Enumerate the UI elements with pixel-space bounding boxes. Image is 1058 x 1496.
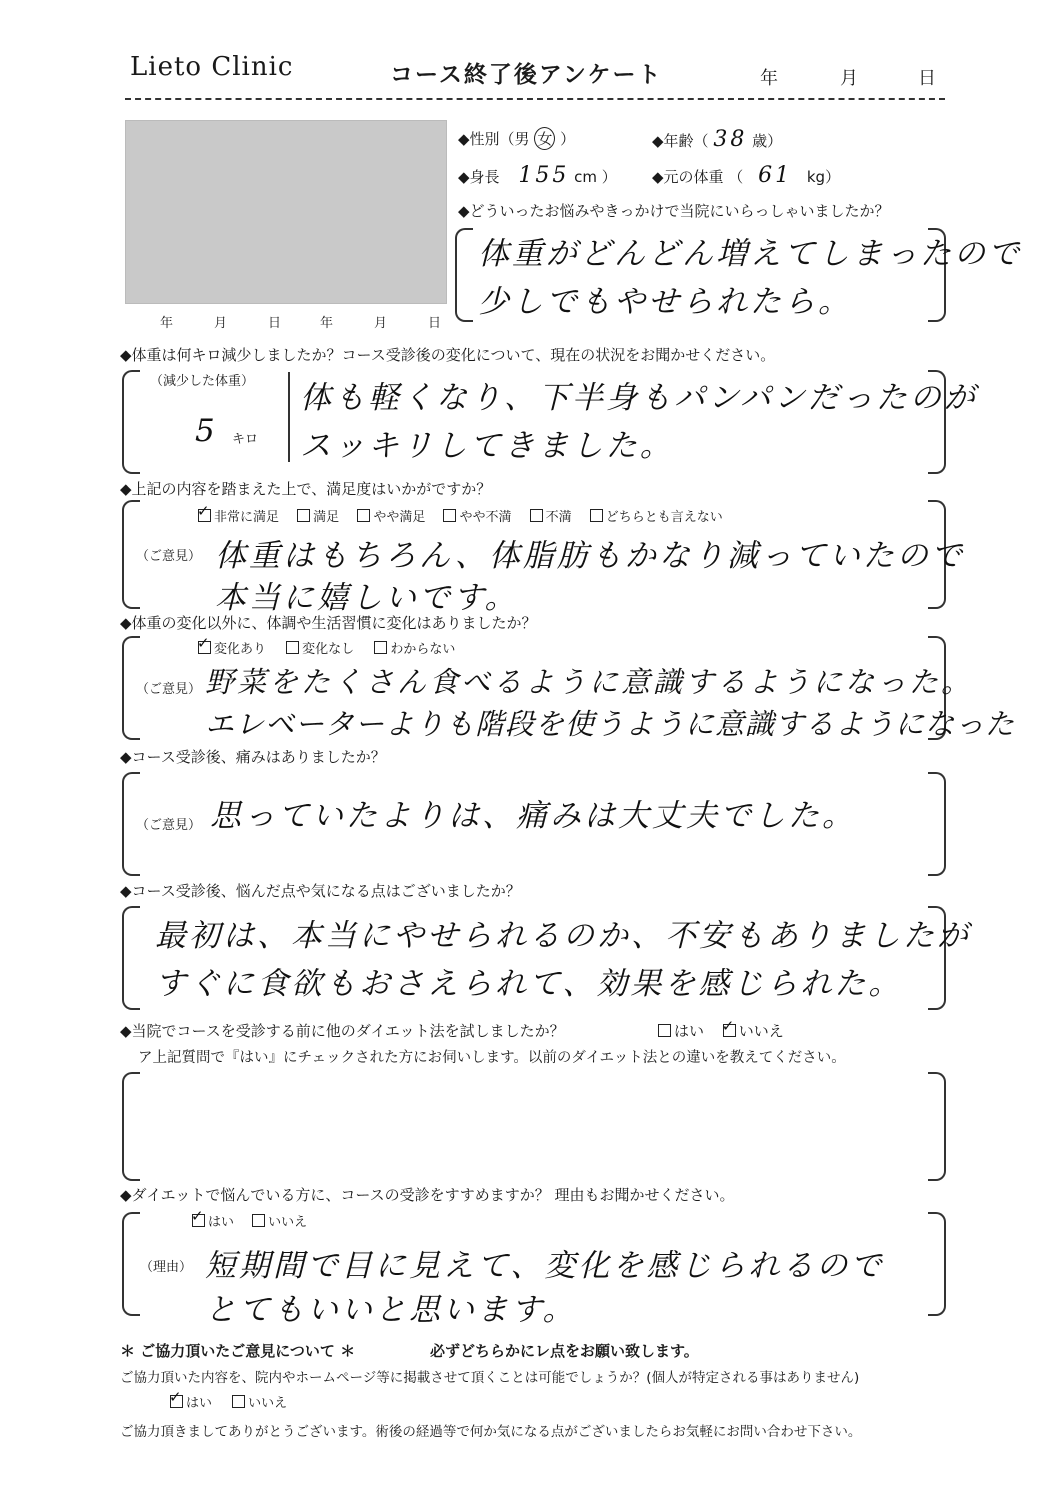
gender-close: ） <box>560 130 576 148</box>
q7-option-yes-label: はい <box>208 1215 235 1230</box>
q3-option-3[interactable] <box>374 642 455 657</box>
checkbox-icon[interactable] <box>530 509 543 522</box>
thanks-message: ご協力頂きましてありがとうございます。術後の経過等で何か気になる点がございましたらお気軽にお問い合わせ下さい。 <box>120 1424 862 1440</box>
q3-answer-line2: エレベーターよりも階段を使うように意識するようになった <box>205 707 1016 741</box>
orig-weight-field <box>652 163 840 188</box>
q2-option-1-label: 非常に満足 <box>214 510 280 525</box>
q1-loss-value: 5 <box>195 413 218 449</box>
q5-answer-line1: 最初は、本当にやせられるのか、不安もありましたが <box>155 918 971 954</box>
q1-answer-line2: スッキリしてきました。 <box>300 428 674 464</box>
form-title: コース終了後アンケート <box>390 62 663 88</box>
consent-option-no[interactable] <box>232 1396 287 1411</box>
q3-option-2[interactable] <box>286 642 354 657</box>
q2-answer-line2: 本当に嬉しいです。 <box>215 580 519 616</box>
checkbox-icon[interactable] <box>590 509 603 522</box>
date-year-label: 年 <box>760 68 778 89</box>
q2-option-6[interactable] <box>590 510 723 525</box>
checkbox-checked-icon[interactable] <box>170 1395 183 1408</box>
q1-loss-label: （減少した体重） <box>150 374 255 389</box>
q1-bracket-left <box>122 370 140 474</box>
age-value: 38 <box>713 127 748 152</box>
orig-weight-unit: kg） <box>806 168 841 186</box>
q3-option-1-label: 変化あり <box>214 642 267 657</box>
height-unit: cm ） <box>574 168 617 186</box>
q1-loss-unit: キロ <box>232 432 259 447</box>
q2-option-4-label: やや不満 <box>459 510 512 525</box>
date-month-label: 月 <box>840 68 858 89</box>
q4-bracket-right <box>928 772 946 876</box>
q7-option-no[interactable] <box>252 1215 307 1230</box>
q5-answer-line2: すぐに食欲もおさえられて、効果を感じられた。 <box>155 966 903 1002</box>
q6-option-no-label: いいえ <box>738 1022 784 1040</box>
q2-opinion-label: （ご意見） <box>136 549 202 564</box>
q4-question: ◆コース受診後、痛みはありましたか？ <box>120 748 386 766</box>
q5-question: ◆コース受診後、悩んだ点や気になる点はございましたか？ <box>120 882 521 900</box>
q6-options <box>658 1020 784 1041</box>
q2-option-2-label: 満足 <box>313 510 340 525</box>
q3-options <box>198 638 455 657</box>
q7-option-no-label: いいえ <box>268 1215 308 1230</box>
date-day-label: 日 <box>918 68 936 89</box>
q7-reason-label: （理由） <box>140 1260 193 1275</box>
gender-label: ◆性別（男 <box>458 130 530 148</box>
q1-answer-line1: 体も軽くなり、下半身もパンパンだったのが <box>300 380 978 416</box>
q3-option-1[interactable] <box>198 642 266 657</box>
checkbox-icon[interactable] <box>232 1395 245 1408</box>
q1-question: ◆体重は何キロ減少しましたか？コース受診後の変化について、現在の状況をお聞かせください。 <box>120 346 776 364</box>
q2-option-3-label: やや満足 <box>373 510 426 525</box>
q7-bracket-left <box>122 1212 140 1316</box>
reason-question: ◆どういったお悩みやきっかけで当院にいらっしゃいましたか？ <box>458 202 890 220</box>
orig-weight-value: 61 <box>758 163 793 188</box>
q2-option-6-label: どちらとも言えない <box>605 510 723 525</box>
q1-divider <box>288 372 290 462</box>
consent-options <box>170 1392 287 1411</box>
q6-option-yes[interactable] <box>658 1022 704 1040</box>
photo-placeholder <box>125 120 447 304</box>
height-value: 155 <box>518 163 570 188</box>
q6-bracket-right <box>928 1072 946 1181</box>
checkbox-icon[interactable] <box>443 509 456 522</box>
q4-opinion-label: （ご意見） <box>136 818 202 833</box>
q2-answer-line1: 体重はもちろん、体脂肪もかなり減っていたので <box>215 538 965 574</box>
checkbox-checked-icon[interactable] <box>198 641 211 654</box>
checkbox-checked-icon[interactable] <box>192 1214 205 1227</box>
checkbox-icon[interactable] <box>252 1214 265 1227</box>
footer-heading: ＊ ご協力頂いたご意見について ＊ <box>120 1342 356 1360</box>
gender-field <box>458 127 575 150</box>
age-field <box>652 127 782 152</box>
q7-answer-line2: とてもいいと思います。 <box>205 1292 577 1328</box>
q7-question: ◆ダイエットで悩んでいる方に、コースの受診をすすめますか？ 理由もお聞かせください。 <box>120 1186 735 1204</box>
checkbox-checked-icon[interactable] <box>198 509 211 522</box>
reason-answer-line1: 体重がどんどん増えてしまったので <box>478 236 1022 272</box>
q2-option-3[interactable] <box>357 510 425 525</box>
checkbox-icon[interactable] <box>374 641 387 654</box>
checkbox-icon[interactable] <box>658 1024 671 1037</box>
header-divider <box>125 98 945 100</box>
consent-option-no-label: いいえ <box>248 1396 288 1411</box>
q6-question: ◆当院でコースを受診する前に他のダイエット法を試しましたか？ <box>120 1022 565 1040</box>
q6-option-yes-label: はい <box>674 1022 705 1040</box>
height-label: ◆身長 <box>458 168 500 186</box>
q7-bracket-right <box>928 1212 946 1316</box>
footer-heading-note: 必ずどちらかにレ点をお願い致します。 <box>430 1342 699 1360</box>
q3-opinion-label: （ご意見） <box>136 682 202 697</box>
q6-option-no[interactable] <box>723 1022 784 1040</box>
photo-after-date: 年 月 日 <box>320 316 456 331</box>
q3-option-2-label: 変化なし <box>302 642 355 657</box>
consent-option-yes-label: はい <box>186 1396 213 1411</box>
reason-answer-line2: 少しでもやせられたら。 <box>478 284 852 320</box>
q3-answer-line1: 野菜をたくさん食べるように意識するようになった。 <box>205 665 974 699</box>
q6-bracket-left <box>122 1072 140 1181</box>
clinic-name: Lieto Clinic <box>130 52 294 82</box>
age-label: ◆年齢（ <box>652 132 709 150</box>
q4-answer-line1: 思っていたよりは、痛みは大丈夫でした。 <box>210 798 856 834</box>
q2-option-5[interactable] <box>530 510 572 525</box>
q6-subquestion: ア上記質問で『はい』にチェックされた方にお伺いします。以前のダイエット法との違いを教えてください。 <box>138 1050 846 1066</box>
age-unit: 歳） <box>752 132 783 150</box>
consent-question: ご協力頂いた内容を、院内やホームページ等に掲載させて頂くことは可能でしょうか？(個人が特定される事はありません) <box>120 1370 860 1386</box>
consent-option-yes[interactable] <box>170 1396 212 1411</box>
orig-weight-label: ◆元の体重 （ <box>652 168 744 186</box>
q5-bracket-left <box>122 906 140 1010</box>
q2-option-1[interactable] <box>198 510 279 525</box>
q2-option-4[interactable] <box>443 510 511 525</box>
q2-option-2[interactable] <box>297 510 339 525</box>
q2-options <box>198 506 723 525</box>
q3-option-3-label: わからない <box>390 642 456 657</box>
q2-option-5-label: 不満 <box>545 510 572 525</box>
q7-option-yes[interactable] <box>192 1215 234 1230</box>
reason-bracket-left <box>455 228 473 322</box>
q7-answer-line1: 短期間で目に見えて、変化を感じられるので <box>205 1248 885 1284</box>
checkbox-checked-icon[interactable] <box>723 1024 736 1037</box>
height-field <box>458 163 617 188</box>
q2-question: ◆上記の内容を踏まえた上で、満足度はいかがですか？ <box>120 480 492 498</box>
q3-question: ◆体重の変化以外に、体調や生活習慣に変化はありましたか？ <box>120 614 537 632</box>
q7-options <box>192 1211 307 1230</box>
checkbox-icon[interactable] <box>286 641 299 654</box>
checkbox-icon[interactable] <box>297 509 310 522</box>
checkbox-icon[interactable] <box>357 509 370 522</box>
gender-value: 女 <box>534 127 555 150</box>
photo-before-date: 年 月 日 <box>160 316 296 331</box>
